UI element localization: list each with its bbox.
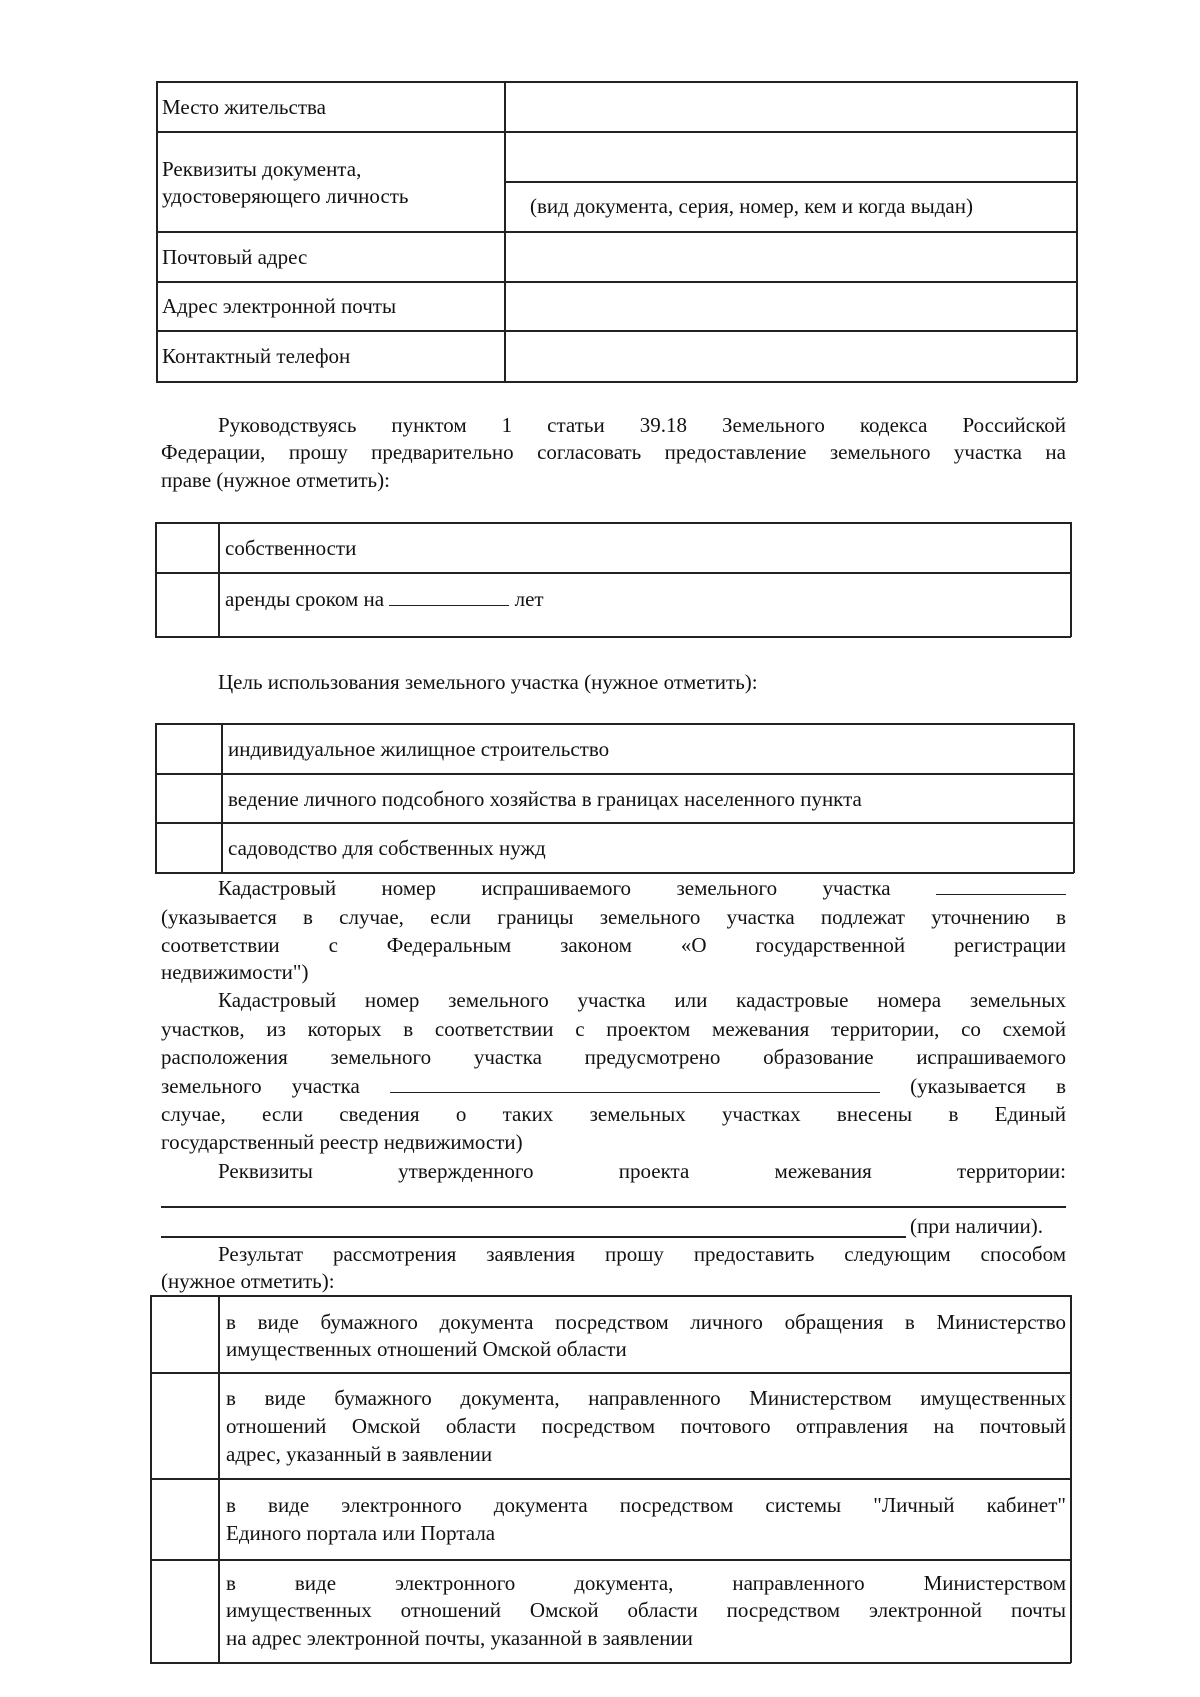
checkbox-delivery-cabinet[interactable] — [152, 1480, 217, 1558]
postal-address-field[interactable] — [506, 233, 1075, 280]
cadastral-text: (указывается в — [910, 1074, 1066, 1098]
source-cadastral-numbers-input[interactable] — [390, 1072, 880, 1093]
option-lease — [225, 585, 544, 613]
purpose-heading: Цель использования земельного участка (нужное отметить): — [218, 670, 758, 694]
intro-line-3: праве (нужное отметить): — [161, 468, 390, 492]
cadastral-line-10: государственный реестр недвижимости) — [161, 1130, 523, 1154]
survey-project-input[interactable] — [161, 1206, 1066, 1208]
delivery-option-2: в виде бумажного документа, направленного Министерством имущественных — [226, 1386, 1066, 1410]
checkbox-purpose-ijs[interactable] — [157, 725, 220, 772]
checkbox-purpose-garden[interactable] — [157, 824, 220, 871]
purpose-option: индивидуальное жилищное строительство — [228, 737, 610, 761]
label-id-document-2: удостоверяющего личность — [162, 184, 409, 208]
cadastral-line-5: Кадастровый номер земельного участка или кадастровые номера земельных — [218, 988, 1066, 1012]
delivery-option-3: Единого портала или Портала — [226, 1521, 496, 1545]
email-field[interactable] — [506, 283, 1075, 329]
survey-project-line: Реквизиты утвержденного проекта межевания территории: — [218, 1159, 1066, 1183]
checkbox-delivery-post[interactable] — [152, 1374, 217, 1477]
cadastral-line-1 — [218, 874, 1066, 902]
intro-line-2: Федерации, прошу предварительно согласовать предоставление земельного участка на — [161, 440, 1066, 464]
residence-field[interactable] — [506, 83, 1075, 130]
purpose-option: ведение личного подсобного хозяйства в границах населенного пункта — [228, 787, 862, 811]
id-document-hint: (вид документа, серия, номер, кем и когда выдан) — [530, 194, 973, 218]
delivery-option-2: адрес, указанный в заявлении — [226, 1442, 493, 1466]
delivery-option-1: имущественных отношений Омской области — [226, 1337, 627, 1361]
delivery-option-4: в виде электронного документа, направленного Министерством — [226, 1571, 1066, 1595]
option-ownership: собственности — [225, 536, 357, 560]
label-email: Адрес электронной почты — [162, 294, 397, 318]
result-line-2: (нужное отметить): — [161, 1269, 335, 1293]
cadastral-line-3: соответствии с Федеральным законом «О государственной регистрации — [161, 933, 1066, 957]
delivery-option-3: в виде электронного документа посредством системы "Личный кабинет" — [226, 1493, 1066, 1517]
phone-field[interactable] — [506, 332, 1075, 380]
delivery-option-4: имущественных отношений Омской области посредством электронной почты — [226, 1598, 1066, 1622]
label-postal-address: Почтовый адрес — [162, 245, 308, 269]
checkbox-delivery-email[interactable] — [152, 1561, 217, 1661]
cadastral-line-6: участков, из которых в соответствии с проектом межевания территории, со схемой — [161, 1017, 1066, 1041]
intro-line-1: Руководствуясь пунктом 1 статьи 39.18 Земельного кодекса Российской — [218, 413, 1066, 437]
cadastral-line-9: случае, если сведения о таких земельных участках внесены в Единый — [161, 1102, 1066, 1126]
cadastral-number-input[interactable] — [936, 874, 1066, 895]
cadastral-line-4: недвижимости") — [161, 960, 309, 984]
if-available-note: (при наличии). — [910, 1214, 1043, 1238]
cadastral-text: Кадастровый номер испрашиваемого земельного участка — [218, 876, 891, 900]
result-line-1: Результат рассмотрения заявления прошу предоставить следующим способом — [218, 1242, 1066, 1266]
cadastral-line-8 — [161, 1072, 1066, 1100]
checkbox-purpose-lph[interactable] — [157, 775, 220, 821]
survey-project-input-2[interactable] — [161, 1236, 906, 1238]
cadastral-line-7: расположения земельного участка предусмотрено образование испрашиваемого — [161, 1045, 1066, 1069]
lease-suffix: лет — [514, 587, 544, 611]
lease-prefix: аренды сроком на — [225, 587, 385, 611]
checkbox-delivery-personal[interactable] — [152, 1297, 217, 1371]
delivery-option-2: отношений Омской области посредством почтового отправления на почтовый — [226, 1414, 1066, 1438]
id-document-field[interactable] — [506, 133, 1075, 180]
cadastral-text: земельного участка — [161, 1074, 360, 1098]
delivery-option-4: на адрес электронной почты, указанной в заявлении — [226, 1626, 693, 1650]
checkbox-lease[interactable] — [157, 574, 217, 635]
checkbox-ownership[interactable] — [157, 524, 217, 571]
purpose-option: садоводство для собственных нужд — [228, 836, 546, 860]
label-id-document: Реквизиты документа, — [162, 157, 362, 181]
delivery-option-1: в виде бумажного документа посредством личного обращения в Министерство — [226, 1310, 1066, 1334]
lease-years-input[interactable] — [389, 585, 509, 606]
label-phone: Контактный телефон — [162, 344, 351, 368]
cadastral-line-2: (указывается в случае, если границы земельного участка подлежат уточнению в — [161, 905, 1066, 929]
label-residence: Место жительства — [162, 95, 326, 119]
